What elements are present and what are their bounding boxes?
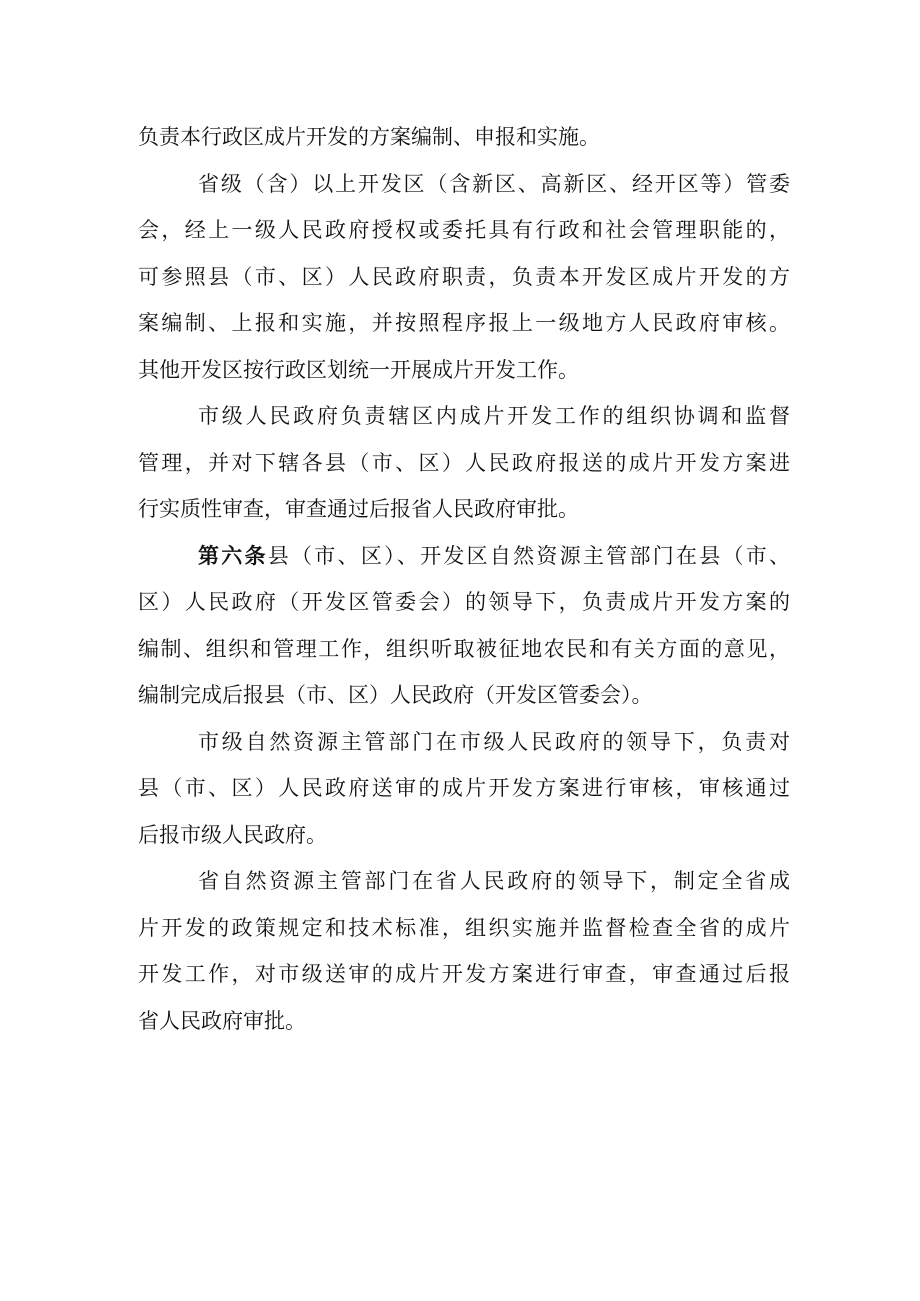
article-label: 第六条 <box>198 542 268 568</box>
article-six-first-line <box>138 533 790 580</box>
paragraph-line: 其他开发区按行政区划统一开展成片开发工作。 <box>138 357 579 382</box>
paragraph-text: 县（市、区）、开发区自然资源主管部门在县（市、 <box>267 543 790 568</box>
paragraph-line: 会，经上一级人民政府授权或委托具有行政和社会管理职能的， <box>138 218 790 242</box>
paragraph-line: 可参照县（市、区）人民政府职责，负责本开发区成片开发的方 <box>138 264 790 289</box>
paragraph-line: 开发工作，对市级送审的成片开发方案进行审查，审查通过后报 <box>138 962 790 986</box>
paragraph-line: 编制完成后报县（市、区）人民政府（开发区管委会）。 <box>138 683 653 707</box>
paragraph-line: 负责本行政区成片开发的方案编制、申报和实施。 <box>138 125 600 149</box>
paragraph-line: 县（市、区）人民政府送审的成片开发方案进行审核，审核通过 <box>138 776 790 800</box>
paragraph-line: 市级人民政府负责辖区内成片开发工作的组织协调和监督 <box>198 404 790 428</box>
paragraph-line: 行实质性审查，审查通过后报省人民政府审批。 <box>138 497 579 521</box>
paragraph-line: 编制、组织和管理工作，组织听取被征地农民和有关方面的意见， <box>138 636 790 661</box>
paragraph-line: 市级自然资源主管部门在市级人民政府的领导下，负责对 <box>198 729 790 754</box>
paragraph-line: 管理，并对下辖各县（市、区）人民政府报送的成片开发方案进 <box>138 450 790 475</box>
paragraph-line: 省自然资源主管部门在省人民政府的领导下，制定全省成 <box>198 869 790 893</box>
paragraph-line: 省人民政府审批。 <box>138 1008 306 1033</box>
paragraph-line: 后报市级人民政府。 <box>138 822 327 847</box>
paragraph-line: 区）人民政府（开发区管委会）的领导下，负责成片开发方案的 <box>138 590 790 614</box>
document-body <box>138 114 790 1044</box>
paragraph-line: 省级（含）以上开发区（含新区、高新区、经开区等）管委 <box>198 171 790 196</box>
paragraph-line: 片开发的政策规定和技术标准，组织实施并监督检查全省的成片 <box>138 915 790 940</box>
paragraph-line: 案编制、上报和实施，并按照程序报上一级地方人民政府审核。 <box>138 311 790 335</box>
